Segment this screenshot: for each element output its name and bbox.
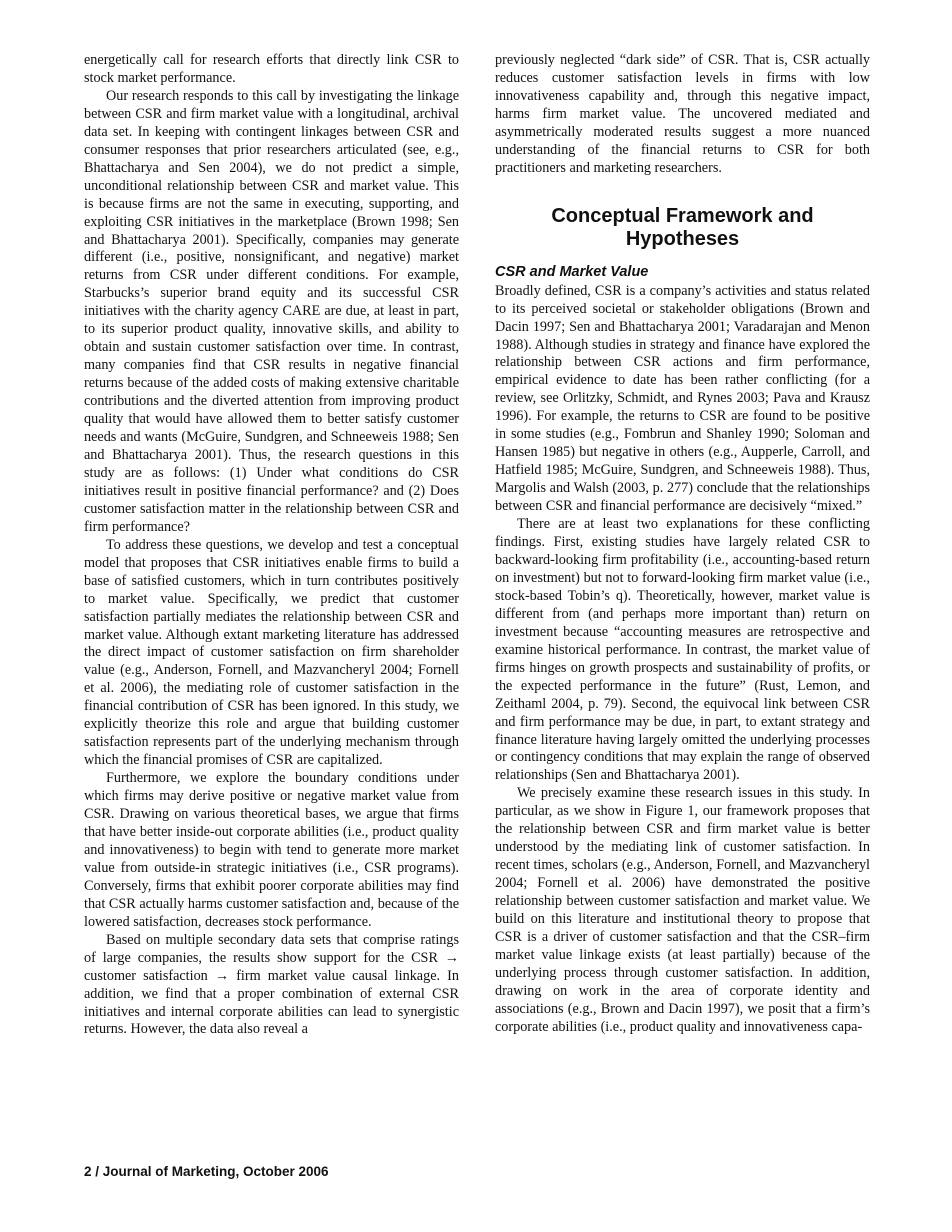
paragraph: We precisely examine these research issues in this study. In particular, as we show in Figure 1, our framework proposes that the relationship between CSR and firm market value is better understood by the mediating link of customer satisfaction. In recent times, scholars (e.g., Anderson, Fornell, and Mazvancheryl 2004; Fornell et al. 2006) have demonstrated the positive relationship between customer satisfaction and market value. We build on this literature and institutional theory to propose that CSR is a driver of customer satisfaction and that the CSR–firm market value linkage exists (at least partially) because of the underlying process through customer satisfaction. In addition, drawing on work in the area of corporate identity and associations (e.g., Brown and Dacin 1997), we posit that a firm’s corporate abilities (i.e., product quality and innovativeness capa- [495,785,870,1035]
paragraph: energetically call for research efforts that directly link CSR to stock market performance. [84,52,459,86]
page-footer: 2 / Journal of Marketing, October 2006 [84,1164,329,1179]
section-title: Conceptual Framework and Hypotheses [551,204,814,250]
paragraph: Our research responds to this call by investigating the linkage between CSR and firm market value with a longitudinal, archival data set. In keeping with contingent linkages between CSR and consumer responses that prior researchers articulated (see, e.g., Bhattacharya and Sen 2004), we do not predict a simple, unconditional relationship between CSR and market value. This is because firms are not the same in executing, supporting, and exploiting CSR initiatives in the marketplace (Brown 1998; Sen and Bhattacharya 2001). Specifically, companies may generate different (i.e., positive, nonsignificant, and negative) market returns from CSR under different conditions. For example, Starbucks’s superior brand equity and its successful CSR initiatives with the charity agency CARE are due, at least in part, to its superior product quality, innovative skills, and ability to obtain and sustain customer satisfaction over time. In contrast, many companies find that CSR results in negative financial returns because of the added costs of making extensive charitable contributions and the diverted attention from improving product quality that would have allowed them to better satisfy customer needs and wants (McGuire, Sundgren, and Schneeweis 1988; Sen and Bhattacharya 2001). Thus, the research questions in this study are as follows: (1) Under what conditions do CSR initiatives result in positive financial performance? and (2) Does customer satisfaction matter in the relationship between CSR and firm performance? [84,87,459,535]
subsection-title: CSR and Market Value [495,263,649,280]
paragraph: To address these questions, we develop and test a conceptual model that proposes that CSR initiatives enable firms to build a base of satisfied customers, which in turn contributes positively to market value. Specifically, we predict that customer satisfaction partially mediates the relationship between CSR and market value. Although extant marketing literature has addressed the direct impact of customer satisfaction on firm shareholder value (e.g., Anderson, Fornell, and Mazvancheryl 2004; Fornell et al. 2006), the mediating role of customer satisfaction in the financial contribution of CSR has been ignored. In this study, we explicitly theorize this role and argue that building customer satisfaction represents part of the underlying mechanism through which the financial promises of CSR are capitalized. [84,536,459,769]
paragraph: Based on multiple secondary data sets that comprise ratings of large companies, the results show support for the CSR → customer satisfaction → firm market value causal linkage. In addition, we find that a proper combination of external CSR initiatives and internal corporate abilities can lead to synergistic returns. However, the data also reveal a [84,931,459,1038]
left-column [84,52,459,1039]
right-column [495,52,870,1037]
paragraph: There are at least two explanations for these conflicting findings. First, existing studies have largely related CSR to backward-looking firm profitability (i.e., accounting-based return on investment) but not to forward-looking firm market value (i.e., stock-based Tobin’s q). Theoretically, however, market value is different from (and perhaps more important than) return on investment because “accounting measures are retrospective and examine historical performance. In contrast, the market value of firms hinges on growth prospects and sustainability of profits, or the expected performance in the future” (Rust, Lemon, and Zeithaml 2004, p. 79). Second, the equivocal link between CSR and firm performance may be due, in part, to extant strategy and finance literature having largely omitted the underlying processes or contingency conditions that may explain the range of observed relationships (Sen and Bhattacharya 2001). [495,516,870,784]
paragraph: Broadly defined, CSR is a company’s activities and status related to its perceived societal or stakeholder obligations (Brown and Dacin 1997; Sen and Bhattacharya 2001; Varadarajan and Menon 1988). Although studies in strategy and finance have explored the relationship between CSR actions and firm performance, empirical evidence to date has been rather conflicting (for a review, see Orlitzky, Schmidt, and Rynes 2003; Pava and Krausz 1996). For example, the returns to CSR are found to be positive in some studies (e.g., Fombrun and Shanley 1990; Soloman and Hansen 1985) but negative in others (e.g., Aupperle, Carroll, and Hatfield 1985; McGuire, Sundgren, and Schneeweis 1988). Thus, Margolis and Walsh (2003, p. 277) conclude that the relationships between CSR and financial performance are decisively “mixed.” [495,282,870,515]
paragraph: Furthermore, we explore the boundary conditions under which firms may derive positive or negative market value from CSR. Drawing on various theoretical bases, we argue that firms that have better inside-out corporate abilities (i.e., product quality and innovativeness) to begin with tend to generate more market value from outside-in strategic initiatives (i.e., CSR programs). Conversely, firms that exhibit poorer corporate abilities may find that CSR actually harms customer satisfaction and, because of the lowered satisfaction, decreases stock performance. [84,770,459,930]
paragraph: previously neglected “dark side” of CSR. That is, CSR actually reduces customer satisfaction levels in firms with low innovativeness capability and, through this negative impact, harms firm market value. The uncovered mediated and asymmetrically moderated results suggest a more nuanced understanding of the financial returns to CSR for both practitioners and marketing researchers. [495,52,870,176]
